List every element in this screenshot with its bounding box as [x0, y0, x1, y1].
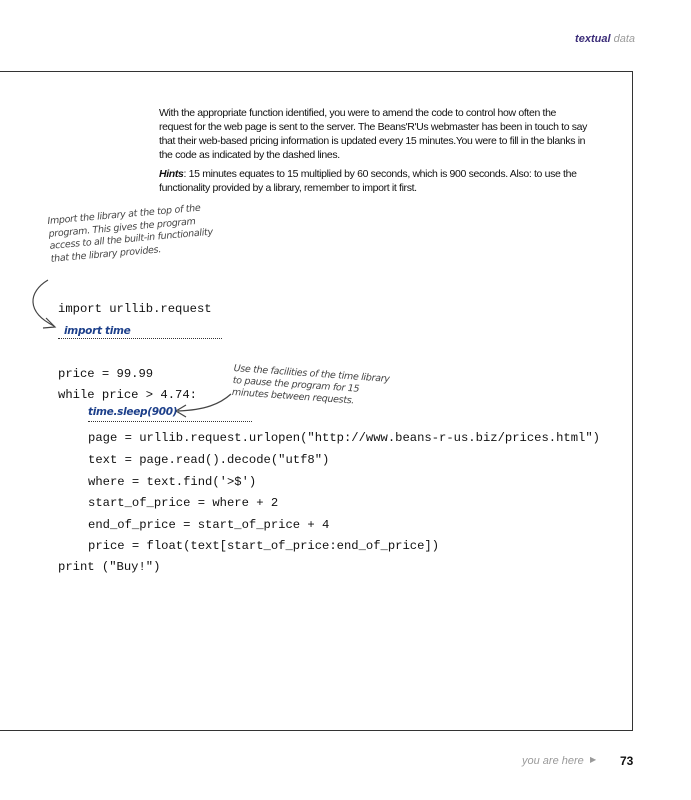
header-light: data	[613, 33, 635, 45]
header-bold: textual	[575, 33, 611, 45]
answer-import-time: import time	[64, 325, 131, 337]
hints-label: Hints	[159, 168, 184, 180]
blank-line-import	[58, 338, 222, 339]
code-line-end: end_of_price = start_of_price + 4	[88, 518, 330, 532]
code-line-print: print ("Buy!")	[58, 560, 161, 574]
sleep-annotation: Use the facilities of the time library to pause the program for 15 minutes between requests.	[231, 363, 390, 407]
code-line-while: while price > 4.74:	[58, 388, 197, 402]
code-line-where: where = text.find('>$')	[88, 475, 257, 489]
you-are-here-label: you are here	[522, 755, 584, 767]
code-line-import-urllib: import urllib.request	[58, 302, 212, 316]
import-arrow	[33, 280, 54, 326]
code-line-float: price = float(text[start_of_price:end_of_price])	[88, 539, 440, 553]
code-line-text: text = page.read().decode("utf8")	[88, 453, 330, 467]
you-are-here-arrow-icon: ▶	[590, 755, 597, 764]
intro-paragraph: With the appropriate function identified, you were to amend the code to control how often the request for the web page is sent to the server. The Beans'R'Us webmaster has been in touch to say that their web-based pricing information is updated every 15 minutes.You were to fill in the blanks in the code as indicated by the dashed lines.	[159, 107, 588, 161]
blank-line-sleep	[88, 421, 252, 422]
code-line-start: start_of_price = where + 2	[88, 496, 279, 510]
import-annotation: Import the library at the top of the program. This gives the program access to all the built-in functionality that the library provides.	[47, 202, 214, 265]
page-number: 73	[620, 754, 634, 768]
code-line-price: price = 99.99	[58, 367, 154, 381]
code-line-page: page = urllib.request.urlopen("http://www.beans-r-us.biz/prices.html")	[88, 431, 600, 445]
answer-time-sleep: time.sleep(900)	[88, 406, 178, 418]
hints-text: : 15 minutes equates to 15 multiplied by 60 seconds, which is 900 seconds. Also: to use the functionality provided by a library, remember to import it first.	[159, 168, 577, 194]
